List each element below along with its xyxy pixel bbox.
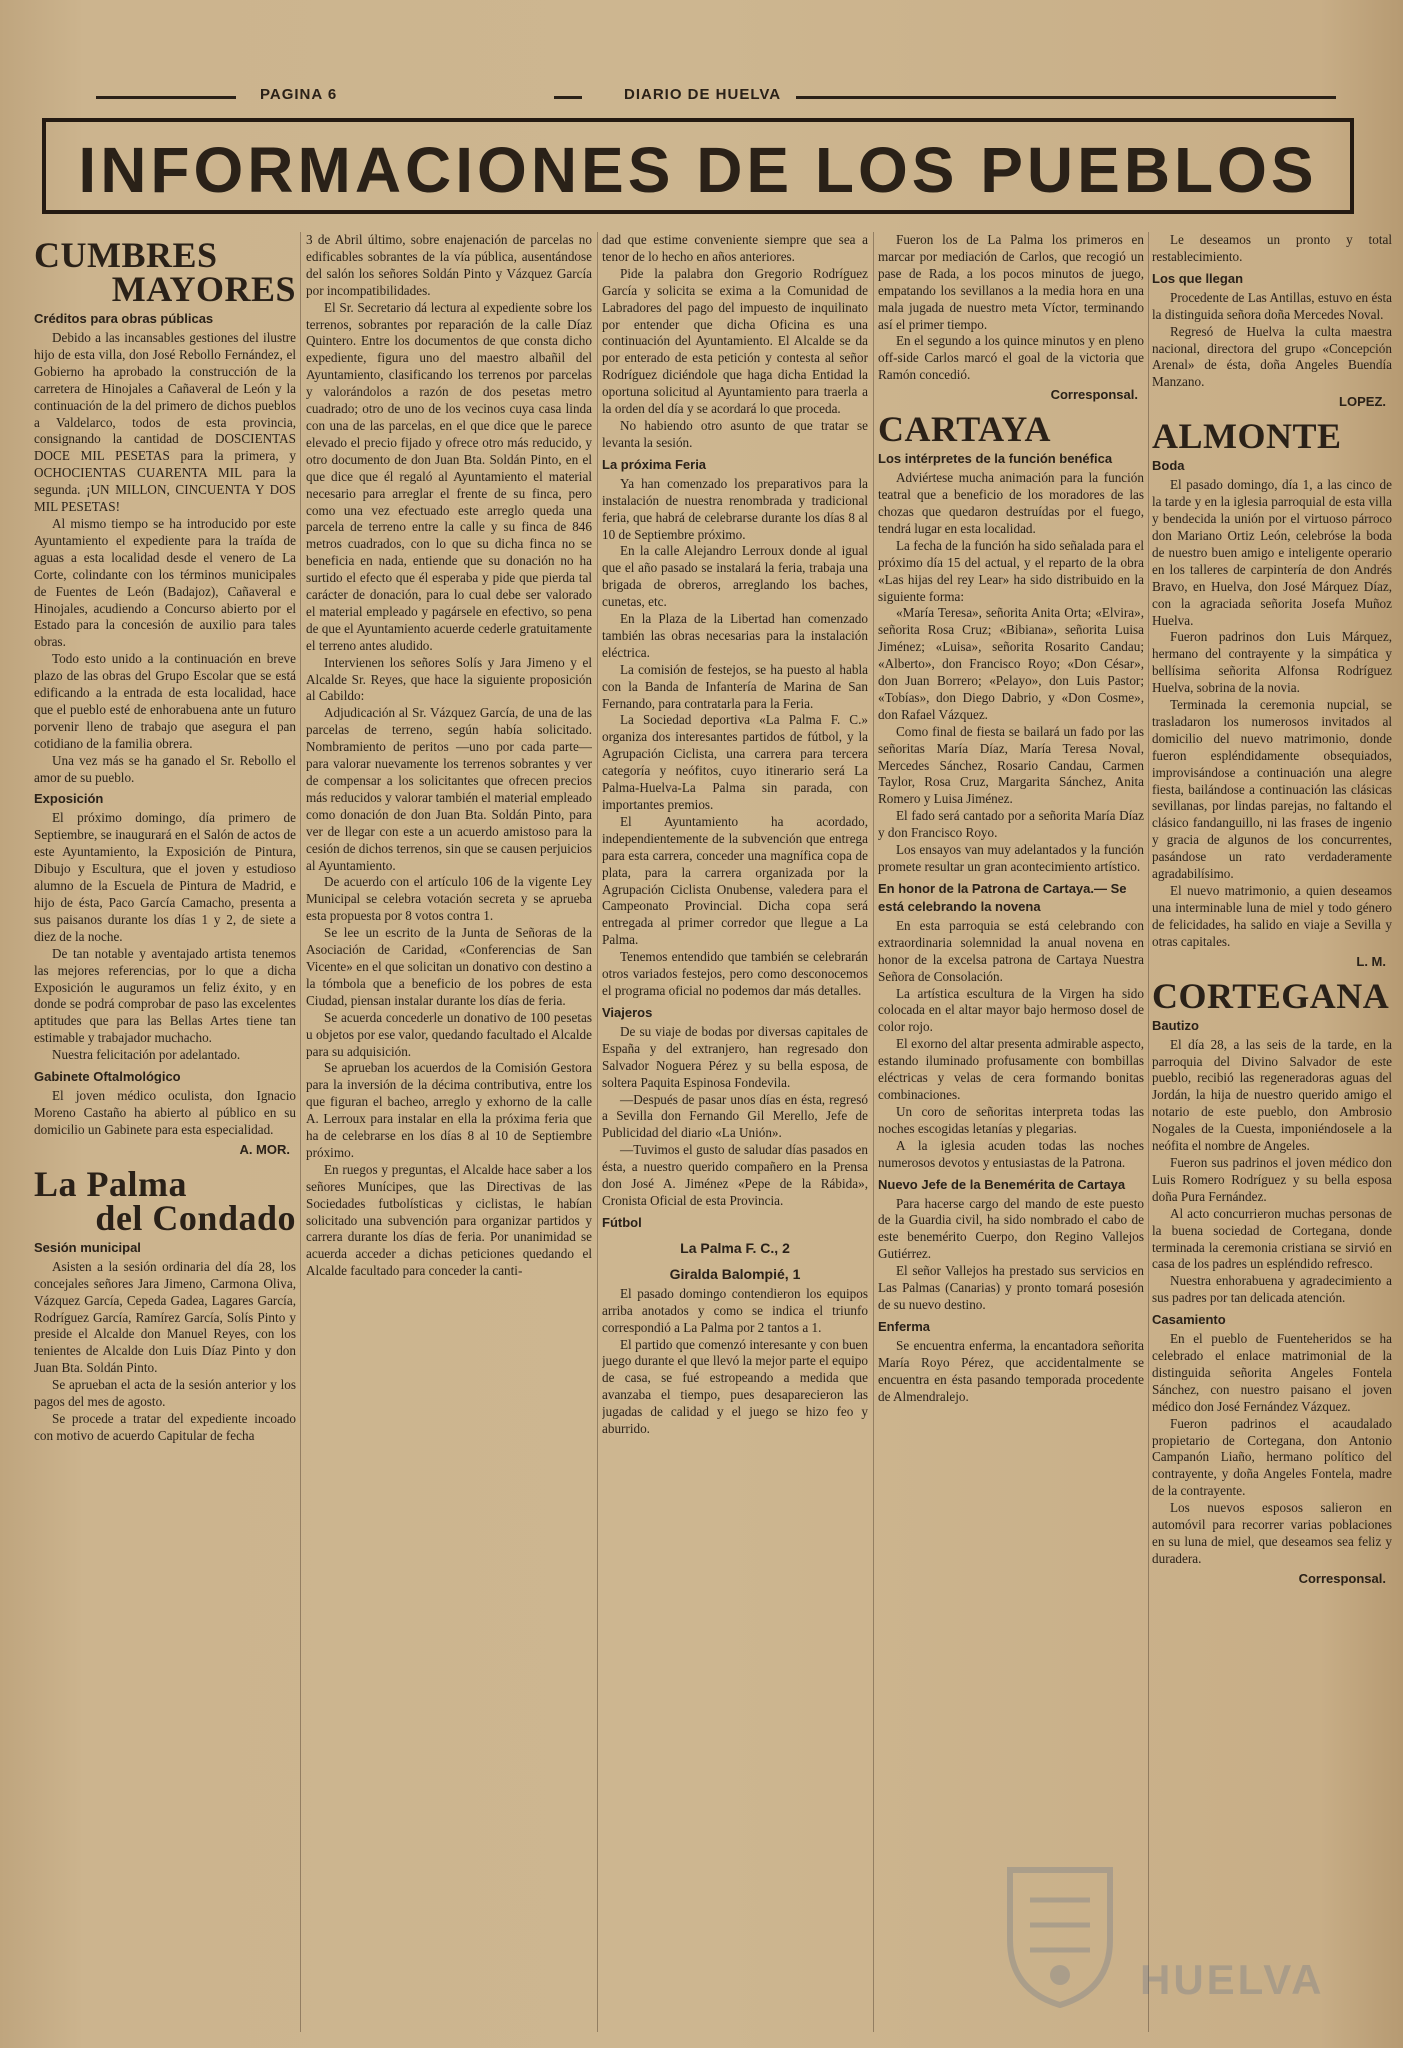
byline: L. M. [1356,953,1386,969]
header-rule [796,96,1336,99]
paragraph: Fueron padrinos don Luis Márquez, hermano del contrayente y la simpática y bellísima señorita Alfonsa Rodríguez Huelva, sobrina de la novia. [1152,629,1392,696]
paragraph: En la Plaza de la Libertad han comenzado también las obras necesarias para la instalación eléctrica. [602,611,868,660]
watermark-text: HUELVA [1140,1956,1325,2003]
paragraph: Una vez más se ha ganado el Sr. Rebollo el amor de su pueblo. [34,752,296,785]
paragraph: El pasado domingo contendieron los equipos arriba anotados y como se indica el triunfo correspondió a La Palma por 2 tantos a 1. [602,1285,868,1335]
town-heading-line: del Condado [95,1197,296,1238]
paragraph: Al mismo tiempo se ha introducido por este Ayuntamiento el expediente para la traída de aguas a esta localidad desde el venero de La Corte, colindante con los términos municipales de Fuentes de León (Badajoz), Cañaveral e Hinojales, acudiendo a Concurso abierto por el Estado para la concesión de auxilio para tales obras. [34,515,296,650]
column-2 [306,232,592,2032]
byline: Corresponsal. [1050,387,1138,403]
header-rule [96,96,236,99]
paragraph: Pide la palabra don Gregorio Rodríguez García y solicita se exima a la Comunidad de Labradores del pago del impuesto de inquilinato por entender que dicha Oficina es una continuación del Ayuntamiento. El Alcalde se da por enterado de esta petición y contesta al señor Rodríguez diciéndole que haga dicha Entidad la oportuna solicitud al Ayuntamiento para traerla a la orden del día y se acordará lo que proceda. [602,265,868,417]
subheading: En honor de la Patrona de Cartaya.— Se está celebrando la novena [878,880,1127,914]
paragraph: —Después de pasar unos días en ésta, regresó a Sevilla don Fernando Gil Merello, Jefe de Publicidad del diario «La Unión». [602,1091,868,1141]
subheading: Los que llegan [1152,270,1244,286]
paragraph: El próximo domingo, día primero de Septiembre, se inaugurará en el Salón de actos de este Ayuntamiento, la Exposición de Pintura, Dibujo y Escultura, que el joven y estudioso alumno de la Escuela de Pintura de Madrid, e hijo de ésta, Paco García Camacho, presenta a sus paisanos durante los días 1 y 2, de siete a diez de la noche. [34,810,296,944]
paragraph: Fueron los de La Palma los primeros en marcar por mediación de Carlos, que recogió un pase de Rada, a los pocos minutos de juego, empatando los sevillanos a la media hora en una mala jugada de nuestro meta Víctor, terminando así el primer tiempo. [878,232,1144,332]
subheading: Casamiento [1152,1312,1226,1328]
paragraph: dad que estime conveniente siempre que sea a tenor de lo hecho en años anteriores. [602,232,868,264]
paragraph: El pasado domingo, día 1, a las cinco de la tarde y en la iglesia parroquial de esta villa y bendecida la unión por el virtuoso párroco don Mariano Ortiz León, celebróse la boda de nuestro buen amigo e inteligente operario en los talleres de carpintería de don Andrés Bravo, en Huelva, don José Márquez Díaz, con la agraciada señorita Josefa Muñoz Huelva. [1152,477,1392,628]
header-rule [554,96,582,99]
paragraph: Fueron sus padrinos el joven médico don Luis Romero Rodríguez y su bella esposa doña Pura Fernández. [1152,1154,1392,1204]
paragraph: Los nuevos esposos salieron en automóvil para recorrer varias poblaciones en su luna de miel, que deseamos sea feliz y duradera. [1152,1500,1392,1566]
subheading: Bautizo [1152,1017,1199,1033]
paragraph: En esta parroquia se está celebrando con extraordinaria solemnidad la anual novena en honor de la excelsa patrona de Cartaya Nuestra Señora de Consolación. [878,917,1144,984]
paragraph: Se procede a tratar del expediente incoado con motivo de acuerdo Capitular de fecha [34,1410,296,1443]
subheading: Gabinete Oftalmológico [34,1069,181,1085]
byline: Corresponsal. [1298,1570,1386,1586]
subheading: Créditos para obras públicas [34,311,214,326]
town-heading-cumbres-mayores [34,235,296,309]
paragraph: Un coro de señoritas interpreta todas las noches escogidas letanías y plegarias. [878,1103,1144,1136]
paragraph: Adviértese mucha animación para la función teatral que a beneficio de los moradores de las chozas que quedaron destruídas por el fuego, tendrá lugar en esta localidad. [878,470,1144,536]
paragraph: Regresó de Huelva la culta maestra nacional, directora del grupo «Concepción Arenal» de ésta, doña Angeles Buendía Manzano. [1152,323,1392,390]
column-3 [602,232,868,2032]
paragraph: De tan notable y aventajado artista tenemos las mejores referencias, por lo que a dicha Exposición le auguramos un feliz éxito, y en donde se podrá comprobar de paso las excelentes aptitudes que para las Bellas Artes tiene tan estimable y trabajador muchacho. [34,945,296,1046]
subheading: Nuevo Jefe de la Benemérita de Cartaya [878,1176,1126,1192]
paragraph: —Tuvimos el gusto de saludar días pasados en ésta, a nuestro querido compañero en la Prensa don José A. Jiménez «Pepe de la Rábida», Cronista Oficial de esta Provincia. [602,1142,868,1208]
subheading: Enferma [878,1318,931,1334]
section-banner [42,118,1354,214]
paragraph: Para hacerse cargo del mando de este puesto de la Guardia civil, ha sido nombrado el cabo de este benemérito Cuerpo, don Regino Vallejos Gutiérrez. [878,1195,1144,1262]
paragraph: En ruegos y preguntas, el Alcalde hace saber a los señores Munícipes, que las Directivas de las Sociedades futbolísticas y ciclistas, le habían solicitado una subvención para organizar partidos y carrera durante los días de feria. Por unanimidad se acuerda acceder a dichas peticiones quedando el Alcalde facultado para conceder la canti- [306,1161,592,1279]
page-number: PAGINA 6 [260,86,338,103]
paragraph: Ya han comenzado los preparativos para la instalación de nuestra renombrada y tradicional feria, que habrá de celebrarse durante los días 8 al 10 de Septiembre próximo. [602,475,868,542]
subheading: Viajeros [602,1004,653,1020]
paragraph: En la calle Alejandro Lerroux donde al igual que el año pasado se instalará la feria, trabaja una brigada de obreros, arreglando los baches, cunetas, etc. [602,543,868,610]
match-result: La Palma F. C., 2 [680,1239,790,1256]
paragraph: No habiendo otro asunto de que tratar se levanta la sesión. [602,417,868,450]
town-heading-cortegana: CORTEGANA [1152,975,1390,1016]
town-heading-la-palma [34,1163,296,1238]
paragraph: Debido a las incansables gestiones del ilustre hijo de esta villa, don José Rebollo Fernández, el Gobierno ha aprobado la construcción de la carretera de Hinojales a Cañaveral de León y la continuación de la del primero de dichos pueblos a Valdelarco, todos de esta provincia, consignando la cantidad de DOSCIENTAS DOCE MIL PESETAS para la primera, y OCHOCIENTAS CUARENTA MIL para la segunda. ¡UN MILLON, CINCUENTA Y DOS MIL PESETAS! [34,330,296,515]
column-1 [34,232,296,2032]
column-rule [1148,232,1149,2032]
paragraph: Se encuentra enferma, la encantadora señorita María Royo Pérez, que accidentalmente se encuentra en ésta pasando temporada procedente de Almendralejo. [878,1337,1144,1404]
newspaper-name: DIARIO DE HUELVA [624,86,782,103]
paragraph: En el segundo a los quince minutos y en pleno off-side Carlos marcó el goal de la victoria que Ramón concedió. [878,333,1144,383]
paragraph: La comisión de festejos, se ha puesto al habla con la Banda de Infantería de Marina de San Fernando, para contratarla para la Feria. [602,661,868,711]
paragraph: El exorno del altar presenta admirable aspecto, estando iluminado profusamente con bombillas eléctricas y velas de cera formando bonitas combinaciones. [878,1036,1144,1102]
paragraph: El fado será cantado por a señorita María Díaz y don Francisco Royo. [878,808,1144,841]
column-rule [597,232,598,2032]
column-5 [1152,232,1392,2032]
paragraph: El nuevo matrimonio, a quien deseamos una interminable luna de miel y todo género de felicidades, ha salido en viaje a Sevilla y otras capitales. [1152,883,1392,949]
paragraph: La fecha de la función ha sido señalada para el próximo día 15 del actual, y el reparto de la obra «Las hijas del rey Lear» ha sido distribuido en la siguiente forma: [878,537,1144,604]
section-title: INFORMACIONES DE LOS PUEBLOS [78,134,1318,206]
paragraph: Se aprueban el acta de la sesión anterior y los pagos del mes de agosto. [34,1377,296,1410]
subheading: La próxima Feria [602,456,707,472]
paragraph: Todo esto unido a la continuación en breve plazo de las obras del Grupo Escolar que se está edificando a la entrada de esta localidad, hace que el pueblo esté de enhorabuena ante un futuro porvenir lleno de trabajo que asegura el pan cotidiano de la familia obrera. [34,651,296,751]
paragraph: De su viaje de bodas por diversas capitales de España y del extranjero, han regresado don Salvador Noguera Pérez y su bella esposa, de soltera Paquita Espinosa Fondevila. [602,1023,868,1090]
paragraph: Como final de fiesta se bailará un fado por las señoritas María Díaz, María Teresa Noval, Mercedes Sánchez, Rosario Candau, Carmen Taylor, Rosa Cruz, Margarita Sánchez, Anita Romero y Luisa Jiménez. [878,723,1144,807]
column-rule [873,232,874,2032]
town-heading-cartaya: CARTAYA [878,409,1051,450]
paragraph: El partido que comenzó interesante y con buen juego durante el que llevó la mejor parte el equipo de casa, se fué estropeando a medida que avanzaba el tiempo, pues desaparecieron las jugadas de calidad y el juego se hizo feo y aburrido. [602,1336,868,1437]
paragraph: Se aprueban los acuerdos de la Comisión Gestora para la inversión de la décima contributiva, entre los que figuran el bacheo, arreglo y exhorno de la calle A. Lerroux para instalar en ella la próxima feria que ha de celebrarse en los días 8 al 10 de Septiembre próximo. [306,1060,592,1160]
paragraph: Le deseamos un pronto y total restablecimiento. [1152,232,1392,264]
paragraph: El Sr. Secretario dá lectura al expediente sobre los terrenos, sobrantes por reparación de la calle Díaz Quintero. Entre los documentos de que consta dicho expediente, figura uno del maestro albañil del Ayuntamiento, clasificando los terrenos por parcelas y valorándolos a razón de dos pesetas metro cuadrado; otro de uno de los vecinos cuya casa linda con una de las parcelas, en el que dice que le parece elevado el precio fijado y ofrece otro más reducido, y otro documento de don Juan Bta. Soldán Pinto, en el que dice que él regaló al Ayuntamiento el material necesario para arreglar el frente de su finca, pero como una vez efectuado este arreglo queda una parcela de terreno entre la calle y su finca de 846 metros cuadrados, con lo que su dicha finca no se beneficia en nada, entiende que su donación no ha surtido el efecto que él esperaba y pide que pierda tal carácter de donación, para lo cual debe ser valorado el material empleado y pagársele en efectivo, so pena de que el Ayuntamiento acuerde cederle gratuitamente el terreno antes aludido. [306,299,592,653]
town-heading-line: MAYORES [111,269,296,309]
paragraph: A la iglesia acuden todas las noches numerosos devotos y entusiastas de la Patrona. [878,1137,1144,1170]
paragraph: De acuerdo con el artículo 106 de la vigente Ley Municipal se celebra votación secreta y se aprueba esta propuesta por 8 votos contra 1. [306,874,592,924]
paragraph: El señor Vallejos ha prestado sus servicios en Las Palmas (Canarias) y pronto tomará posesión de su nuevo destino. [878,1263,1144,1312]
byline: LOPEZ. [1339,394,1386,410]
paragraph: Se acuerda concederle un donativo de 100 pesetas u objetos por ese valor, quedando facultado el Alcalde para su adquisición. [306,1009,592,1059]
paragraph: Nuestra felicitación por adelantado. [52,1047,241,1063]
subheading: Los intérpretes de la función benéfica [878,451,1113,467]
paragraph: Procedente de Las Antillas, estuvo en ésta la distinguida señora doña Mercedes Noval. [1152,289,1392,322]
paragraph: Fueron padrinos el acaudalado propietario de Cortegana, don Antonio Campanón Liaño, hermano político del contrayente, y doña Angeles Fontela, madre de la contrayente. [1152,1415,1392,1499]
subheading: Boda [1152,458,1185,474]
article-columns [34,232,1392,2032]
paragraph: El Ayuntamiento ha acordado, independientemente de la subvención que entrega para esta carrera, conceder una magnífica copa de plata, para la carrera organizada por la Agrupación Ciclista Onubense, valedera para el Campeonato Provincial. Dicha copa será entregada al primer corredor que llegue a La Palma. [602,813,868,948]
subheading: Exposición [34,791,104,807]
paragraph: El día 28, a las seis de la tarde, en la parroquia del Divino Salvador de este pueblo, recibió las regeneradoras aguas del Jordán, la hija de nuestro querido amigo el notario de este pueblo, don Ambrosio Nogales de la Cuesta, imponiéndosele a la neófita el nombre de Angeles. [1152,1036,1392,1154]
column-rule [300,232,301,2032]
paragraph: Los ensayos van muy adelantados y la función promete resultar un gran acontecimiento artístico. [878,842,1144,874]
paragraph: Asisten a la sesión ordinaria del día 28, los concejales señores Jara Jimeno, Carmona Oliva, Vázquez García, Cepeda Gadea, Lagares García, Rodríguez García, Ramírez García, Solís Pinto y preside el Alcalde don Manuel Reyes, con los tenientes de Alcalde don Luis Díaz Pinto y don Juan Bta. Soldán Pinto. [34,1258,296,1376]
paragraph: «María Teresa», señorita Anita Orta; «Elvira», señorita Rosa Cruz; «Bibiana», señorita Luisa Jiménez; «Luisa», señorita Rosarito Candau; «Alberto», don Francisco Royo; «Don César», don Juan Borrero; «Pelayo», don Luis Pastor; «Tobías», don Diego Dabrio, y «Don Cosme», don Rafael Vázquez. [878,605,1144,722]
paragraph: 3 de Abril último, sobre enajenación de parcelas no edificables sobrantes de la vía pública, ausentándose del salón los señores Soldán Pinto y Vázquez García por incompatibilidades. [306,232,592,298]
town-heading-line: CUMBRES [34,235,218,275]
town-heading-almonte: ALMONTE [1152,416,1342,457]
paragraph: Intervienen los señores Solís y Jara Jimeno y el Alcalde Sr. Reyes, que hace la siguiente proposición al Cabildo: [306,654,592,704]
match-result: Giralda Balompié, 1 [669,1265,801,1282]
paragraph: El joven médico oculista, don Ignacio Moreno Castaño ha abierto al público en su domicilio un Gabinete para esta especialidad. [34,1088,296,1137]
byline: A. MOR. [239,1141,290,1157]
subheading: Fútbol [602,1214,642,1230]
paragraph: Se lee un escrito de la Junta de Señoras de la Asociación de Caridad, «Conferencias de San Vicente» en el que solicitan un donativo con destino a la tómbola que a beneficio de los pobres de esta Ciudad, piensan instalar durante los días de feria. [306,925,592,1008]
paragraph: Adjudicación al Sr. Vázquez García, de una de las parcelas de terreno, según había solicitado. Nombramiento de peritos —uno por cada parte— para valorar nuevamente los terrenos sobrantes y ver de compensar a los solicitantes que ofrecen precios más reducidos y valorar también el material empleado como donación de don Juan Bta. Soldán Pinto, para ver de llegar con este a un acuerdo amistoso para la cesión de dichos terrenos, sin que se causen perjuicios al Ayuntamiento. [306,705,592,873]
paragraph: En el pueblo de Fuenteheridos se ha celebrado el enlace matrimonial de la distinguida señorita Angeles Fontela Sánchez, con nuestro paisano el joven médico don José Fernández Vázquez. [1152,1331,1392,1414]
paragraph: Nuestra enhorabuena y agradecimiento a sus padres por tan delicada atención. [1152,1273,1392,1306]
running-header [34,86,1375,106]
paragraph: La Sociedad deportiva «La Palma F. C.» organiza dos interesantes partidos de fútbol, y la Agrupación Ciclista, una carrera para tercera categoría y neófitos, cuyo itinerario será La Palma-Huelva-La Palma sin parada, con importantes premios. [602,712,868,812]
column-4 [878,232,1144,2032]
paragraph: Al acto concurrieron muchas personas de la buena sociedad de Cortegana, donde terminada la ceremonia cristiana se sirvió en casa de los padres un espléndido refresco. [1152,1205,1392,1272]
paragraph: Tenemos entendido que también se celebrarán otros variados festejos, pero como desconocemos el programa oficial no podemos dar más detalles. [602,949,868,998]
subheading: Sesión municipal [34,1239,141,1255]
paragraph: Terminada la ceremonia nupcial, se trasladaron los numerosos invitados al domicilio del nuevo matrimonio, donde fueron espléndidamente obsequiados, improvisándose a continuación una alegre fiesta, bailándose a continuación las clásicas sevillanas, por lindas parejas, no faltando el clásico fandanguillo, ni las frases de ingenio y gracia de algunos de los concurrentes, pasándose un rato verdaderamente agradabilísimo. [1152,697,1392,882]
paragraph: La artística escultura de la Virgen ha sido colocada en el altar mayor bajo hermoso dosel de color rojo. [878,985,1144,1035]
town-heading-line: La Palma [34,1163,187,1204]
